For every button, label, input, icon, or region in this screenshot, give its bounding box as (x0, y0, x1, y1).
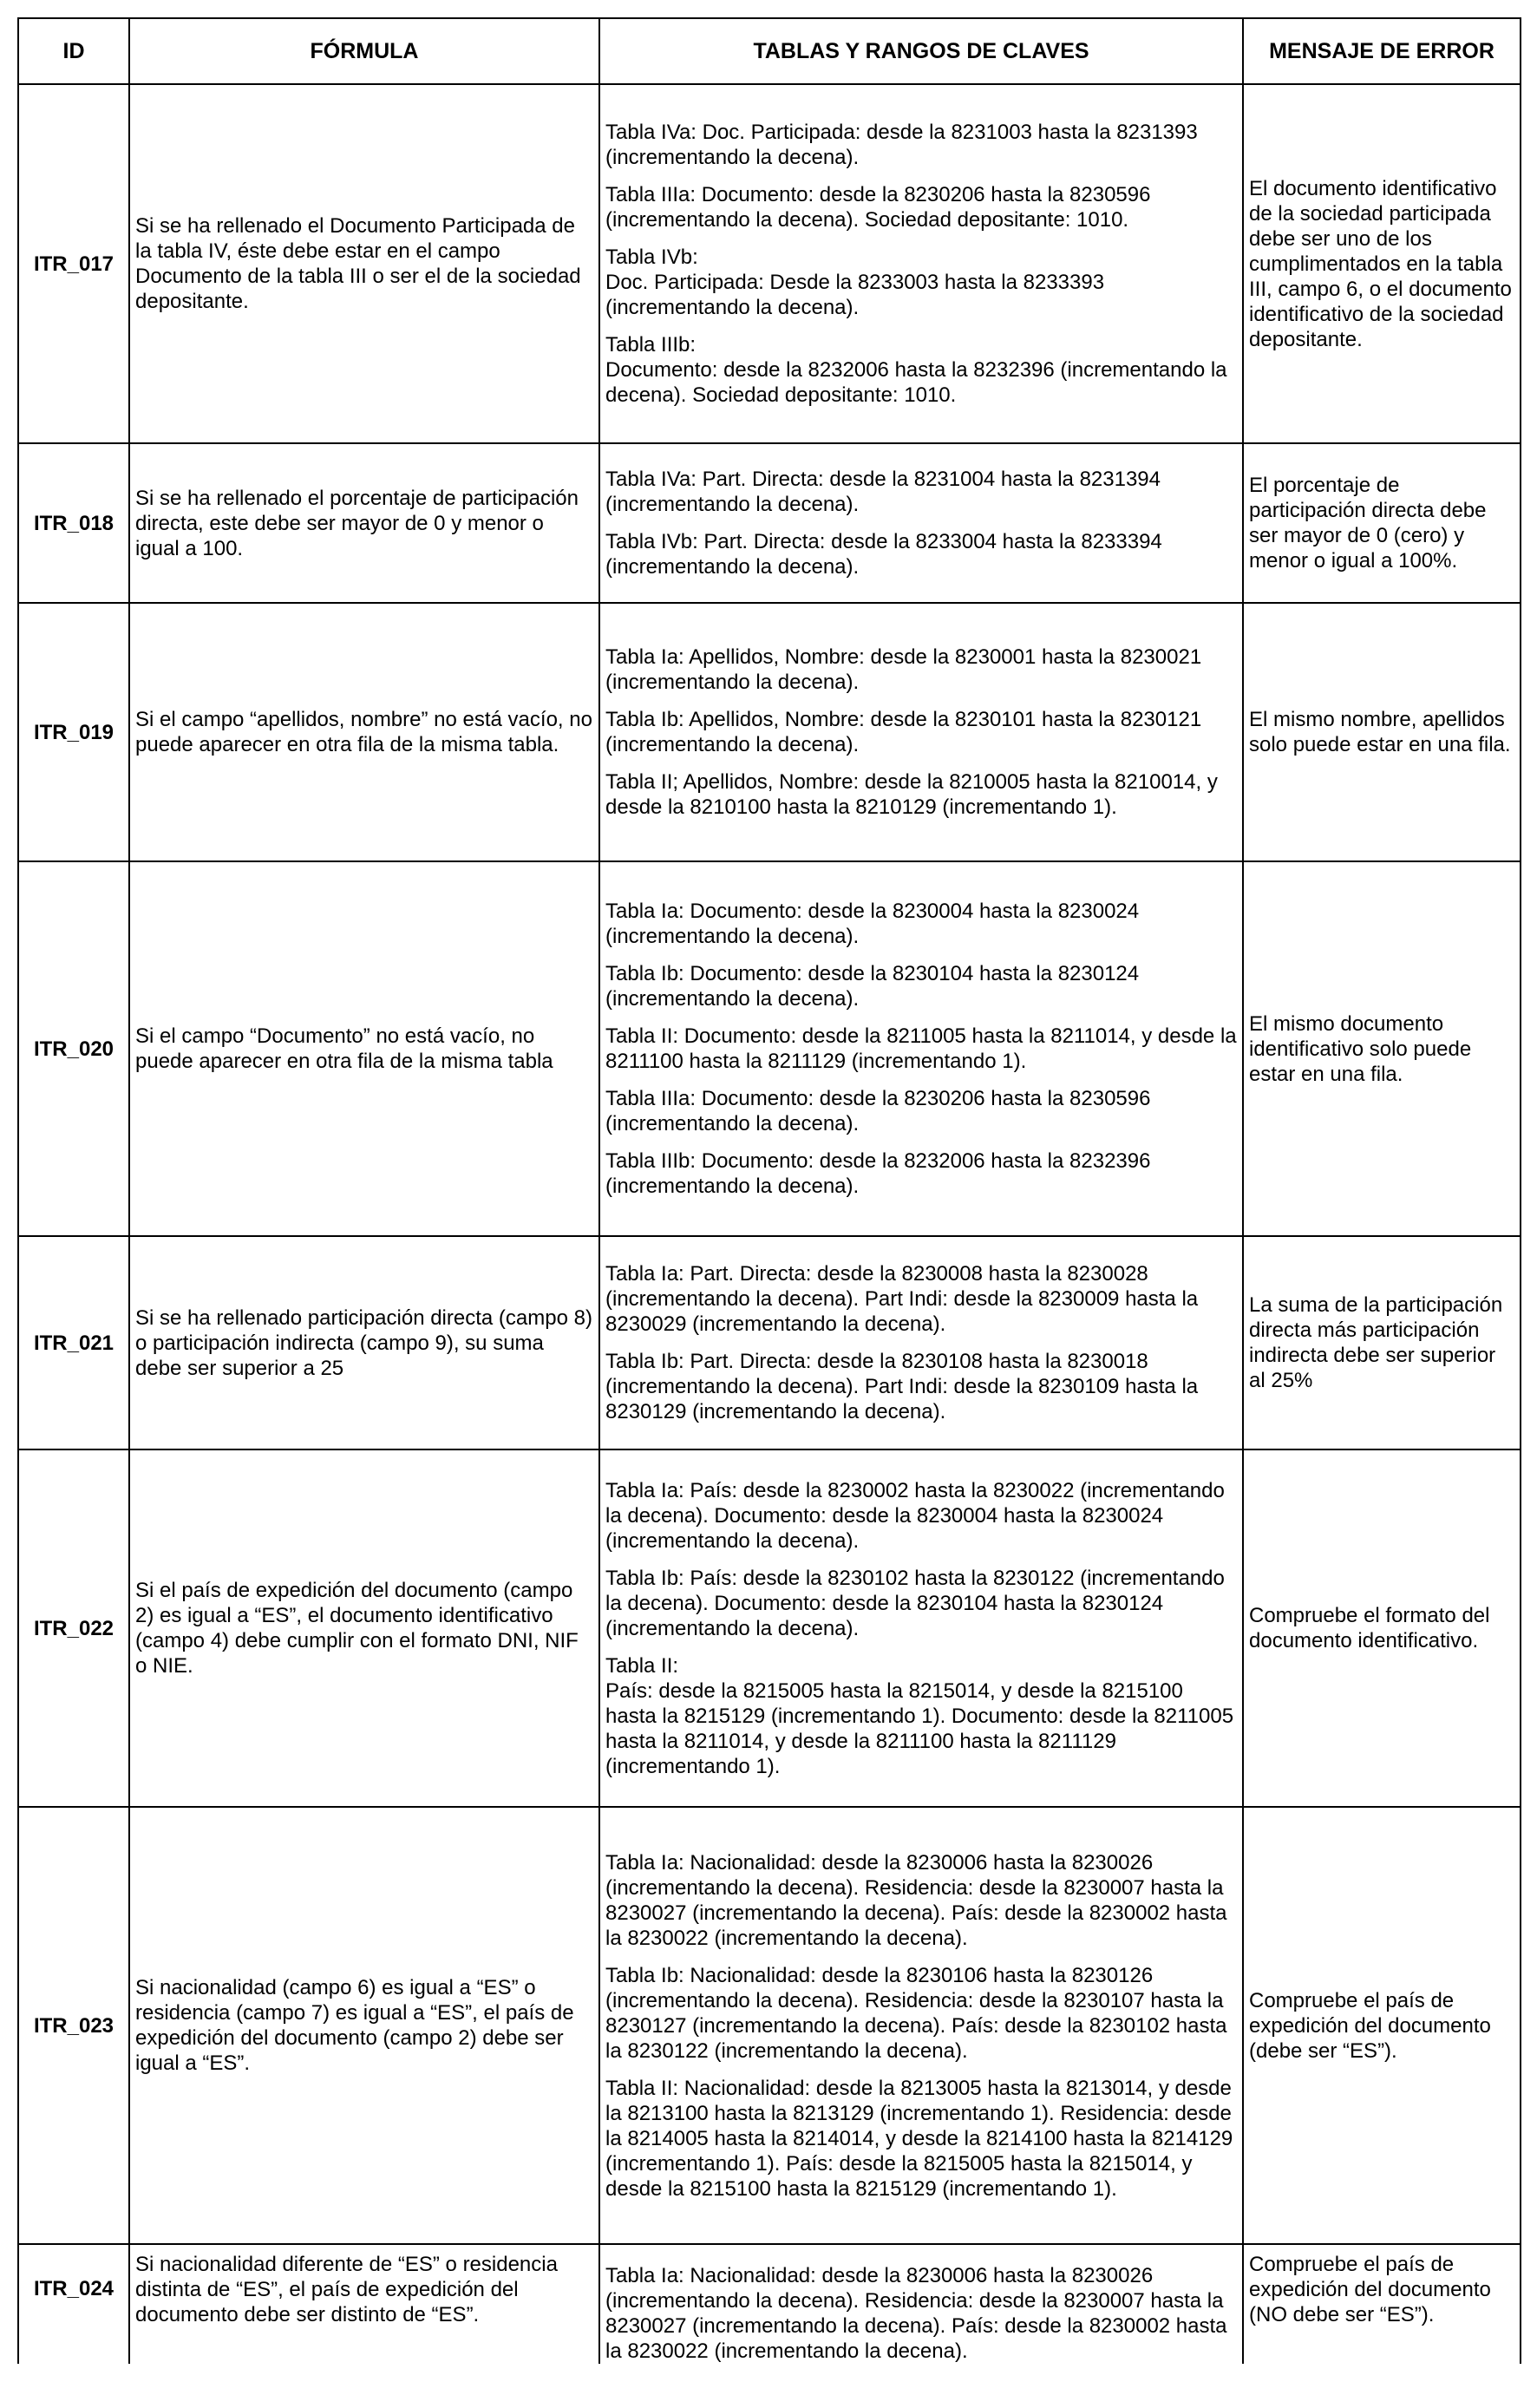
rule-formula: Si se ha rellenado participación directa (campo 8) o participación indirecta (campo 9), su suma debe ser superior a 25 (129, 1236, 599, 1449)
rule-tables (599, 1807, 1243, 2244)
rule-tables (599, 1449, 1243, 1807)
rule-formula: Si el campo “Documento” no está vacío, no puede aparecer en otra fila de la misma tabla (129, 861, 599, 1236)
table-range: Tabla II: Documento: desde la 8211005 hasta la 8211014, y desde la 8211100 hasta la 8211129 (incrementando 1). (605, 1024, 1237, 1073)
table-range: Tabla II; Apellidos, Nombre: desde la 8210005 hasta la 8210014, y desde la 8210100 hasta la 8210129 (incrementando 1). (605, 770, 1218, 819)
validation-rules-table (17, 17, 1521, 2364)
rule-formula: Si el campo “apellidos, nombre” no está vacío, no puede aparecer en otra fila de la misma tabla. (129, 603, 599, 861)
table-range: Tabla Ia: Documento: desde la 8230004 hasta la 8230024 (incrementando la decena). (605, 900, 1140, 948)
rule-message: Compruebe el país de expedición del documento (debe ser “ES”). (1243, 1807, 1521, 2244)
table-range: Tabla Ia: País: desde la 8230002 hasta la 8230022 (incrementando la decena). Documento: desde la 8230004 hasta la 8230024 (incrementando la decena). (605, 1478, 1225, 1553)
rule-id: ITR_023 (18, 1807, 129, 2244)
rule-tables (599, 603, 1243, 861)
rule-id: ITR_019 (18, 603, 129, 861)
header-row (18, 18, 1521, 84)
table-row (18, 603, 1521, 861)
rule-id: ITR_024 (18, 2244, 129, 2364)
header-formula: FÓRMULA (129, 18, 599, 84)
rule-tables (599, 1236, 1243, 1449)
table-range: Tabla Ib: País: desde la 8230102 hasta la 8230122 (incrementando la decena). Documento: desde la 8230104 hasta la 8230124 (incrementando la decena). (605, 1566, 1225, 1640)
rule-tables (599, 861, 1243, 1236)
rule-message: El documento identificativo de la sociedad participada debe ser uno de los cumplimentados en la tabla III, campo 6, o el documento identificativo de la sociedad depositante. (1243, 84, 1521, 443)
table-range: Tabla IVa: Doc. Participada: desde la 8231003 hasta la 8231393 (incrementando la decena). (605, 121, 1198, 169)
document-page (17, 17, 1520, 2364)
table-range: Tabla II: País: desde la 8215005 hasta la 8215014, y desde la 8215100 hasta la 8215129 (incrementando 1). Documento: desde la 8211005 hasta la 8211014, y desde la 8211100 hasta la 8211129 (incrementando 1). (605, 1653, 1234, 1778)
rule-tables (599, 443, 1243, 603)
table-range: Tabla IVb: Doc. Participada: Desde la 8233003 hasta la 8233393 (incrementando la decena). (605, 245, 1105, 319)
rule-id: ITR_022 (18, 1449, 129, 1807)
table-row (18, 1449, 1521, 1807)
table-range: Tabla II: Nacionalidad: desde la 8213005 hasta la 8213014, y desde la 8213100 hasta la 8213129 (incrementando 1). Residencia: desde la 8214005 hasta la 8214014, y desde la 8214100 hasta la 8214129 (incrementando 1). País: desde la 8215005 hasta la 8215014, y desde la 8215100 hasta la 8215129 (incrementando 1). (605, 2076, 1233, 2201)
rule-id: ITR_018 (18, 443, 129, 603)
header-tables: TABLAS Y RANGOS DE CLAVES (599, 18, 1243, 84)
table-range: Tabla IIIa: Documento: desde la 8230206 hasta la 8230596 (incrementando la decena). (605, 1087, 1151, 1135)
table-range: Tabla IVa: Part. Directa: desde la 8231004 hasta la 8231394 (incrementando la decena). (605, 468, 1161, 516)
rule-formula: Si se ha rellenado el Documento Participada de la tabla IV, éste debe estar en el campo Documento de la tabla III o ser el de la sociedad depositante. (129, 84, 599, 443)
table-range: Tabla IVb: Part. Directa: desde la 8233004 hasta la 8233394 (incrementando la decena). (605, 530, 1162, 579)
rule-tables (599, 84, 1243, 443)
rule-message: El mismo nombre, apellidos solo puede estar en una fila. (1243, 603, 1521, 861)
rule-message: El mismo documento identificativo solo puede estar en una fila. (1243, 861, 1521, 1236)
table-range: Tabla Ia: Nacionalidad: desde la 8230006 hasta la 8230026 (incrementando la decena). Residencia: desde la 8230007 hasta la 8230027 (incrementando la decena). País: desde la 8230002 hasta la 8230022 (incrementando la decena). (605, 1850, 1227, 1950)
table-range: Tabla IIIb: Documento: desde la 8232006 hasta la 8232396 (incrementando la decena). (605, 1149, 1151, 1198)
table-range: Tabla Ib: Nacionalidad: desde la 8230106 hasta la 8230126 (incrementando la decena). Residencia: desde la 8230107 hasta la 8230127 (incrementando la decena). País: desde la 8230102 hasta la 8230122 (incrementando la decena). (605, 1963, 1227, 2063)
table-range: Tabla Ib: Apellidos, Nombre: desde la 8230101 hasta la 8230121 (incrementando la decena). (605, 708, 1202, 756)
rule-message: El porcentaje de participación directa debe ser mayor de 0 (cero) y menor o igual a 100%. (1243, 443, 1521, 603)
rule-id: ITR_020 (18, 861, 129, 1236)
table-row (18, 1236, 1521, 1449)
rule-formula: Si se ha rellenado el porcentaje de participación directa, este debe ser mayor de 0 y menor o igual a 100. (129, 443, 599, 603)
table-range: Tabla Ia: Part. Directa: desde la 8230008 hasta la 8230028 (incrementando la decena). Part Indi: desde la 8230009 hasta la 8230029 (incrementando la decena). (605, 1262, 1199, 1336)
rule-formula: Si el país de expedición del documento (campo 2) es igual a “ES”, el documento identificativo (campo 4) debe cumplir con el formato DNI, NIF o NIE. (129, 1449, 599, 1807)
rule-formula: Si nacionalidad (campo 6) es igual a “ES” o residencia (campo 7) es igual a “ES”, el país de expedición del documento (campo 2) debe ser igual a “ES”. (129, 1807, 599, 2244)
table-range: Tabla Ib: Documento: desde la 8230104 hasta la 8230124 (incrementando la decena). (605, 962, 1140, 1011)
rule-message: Compruebe el formato del documento identificativo. (1243, 1449, 1521, 1807)
table-row (18, 1807, 1521, 2244)
rule-message: La suma de la participación directa más participación indirecta debe ser superior al 25% (1243, 1236, 1521, 1449)
table-row (18, 84, 1521, 443)
table-row (18, 861, 1521, 1236)
header-message: MENSAJE DE ERROR (1243, 18, 1521, 84)
rule-formula: Si nacionalidad diferente de “ES” o residencia distinta de “ES”, el país de expedición del documento debe ser distinto de “ES”. (129, 2244, 599, 2364)
table-range: Tabla Ia: Nacionalidad: desde la 8230006 hasta la 8230026 (incrementando la decena). Residencia: desde la 8230007 hasta la 8230027 (incrementando la decena). País: desde la 8230002 hasta la 8230022 (incrementando la decena). (605, 2264, 1227, 2363)
table-row (18, 443, 1521, 603)
table-range: Tabla IIIb: Documento: desde la 8232006 hasta la 8232396 (incrementando la decena). Sociedad depositante: 1010. (605, 333, 1227, 407)
table-range: Tabla IIIa: Documento: desde la 8230206 hasta la 8230596 (incrementando la decena). Sociedad depositante: 1010. (605, 183, 1151, 232)
table-row (18, 2244, 1521, 2364)
rule-tables (599, 2244, 1243, 2364)
table-range: Tabla Ib: Part. Directa: desde la 8230108 hasta la 8230018 (incrementando la decena). Part Indi: desde la 8230109 hasta la 8230129 (incrementando la decena). (605, 1350, 1199, 1423)
table-range: Tabla Ia: Apellidos, Nombre: desde la 8230001 hasta la 8230021 (incrementando la decena). (605, 645, 1202, 694)
rule-id: ITR_021 (18, 1236, 129, 1449)
header-id: ID (18, 18, 129, 84)
rule-id: ITR_017 (18, 84, 129, 443)
rule-message: Compruebe el país de expedición del documento (NO debe ser “ES”). (1243, 2244, 1521, 2364)
